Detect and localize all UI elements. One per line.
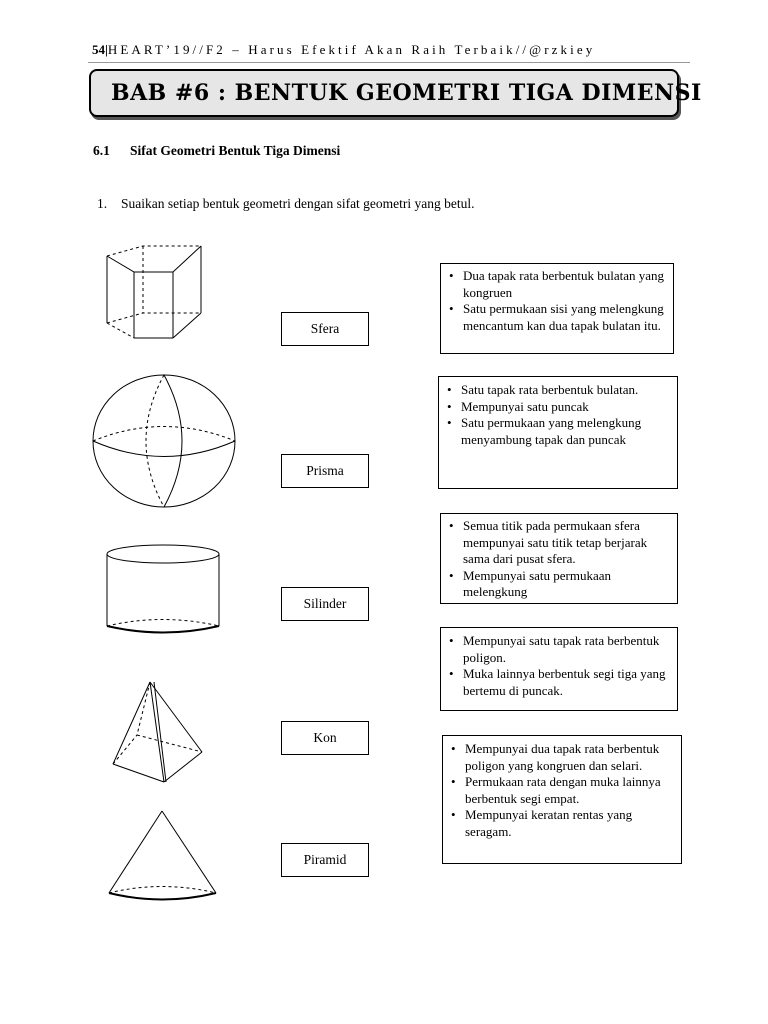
property-item: • Mempunyai satu puncak	[439, 399, 677, 416]
property-box-2	[438, 376, 678, 489]
running-header	[92, 42, 692, 58]
section-heading	[93, 143, 340, 159]
property-item: • Semua titik pada permukaan sfera mempunyai satu titik tetap berjarak sama dari pusat sfera.	[441, 518, 677, 568]
property-box-3	[440, 513, 678, 604]
cone-icon	[104, 808, 224, 913]
property-item: • Satu permukaan yang melengkung menyambung tapak dan puncak	[439, 415, 677, 448]
chapter-title: BAB #6 : BENTUK GEOMETRI TIGA DIMENSI	[111, 80, 702, 106]
chapter-title-box	[89, 69, 702, 117]
section-number: 6.1	[93, 143, 110, 158]
question	[97, 196, 475, 212]
name-box-prisma: Prisma	[281, 454, 369, 488]
running-title: HEART’19//F2 – Harus Efektif Akan Raih Terbaik//@rzkiey	[107, 42, 596, 57]
header-separator: |	[105, 42, 108, 57]
prism-icon	[100, 240, 210, 345]
property-box-5	[442, 735, 682, 864]
property-item: • Muka lainnya berbentuk segi tiga yang bertemu di puncak.	[441, 666, 677, 699]
property-item: • Mempunyai dua tapak rata berbentuk poligon yang kongruen dan selari.	[443, 741, 681, 774]
property-box-1	[440, 263, 674, 354]
property-item: • Mempunyai satu tapak rata berbentuk poligon.	[441, 633, 677, 666]
page-number: 54	[92, 42, 105, 57]
sphere-icon	[90, 372, 240, 512]
property-item: • Mempunyai satu permukaan melengkung	[441, 568, 677, 601]
name-box-kon: Kon	[281, 721, 369, 755]
name-box-silinder: Silinder	[281, 587, 369, 621]
name-box-piramid: Piramid	[281, 843, 369, 877]
section-title: Sifat Geometri Bentuk Tiga Dimensi	[130, 143, 341, 158]
header-rule	[88, 62, 690, 63]
name-box-sfera: Sfera	[281, 312, 369, 346]
property-item: • Dua tapak rata berbentuk bulatan yang kongruen	[441, 268, 673, 301]
question-number: 1.	[97, 196, 108, 211]
cylinder-icon	[102, 540, 224, 640]
question-text: Suaikan setiap bentuk geometri dengan sifat geometri yang betul.	[121, 196, 475, 211]
property-item: • Permukaan rata dengan muka lainnya berbentuk segi empat.	[443, 774, 681, 807]
property-item: • Satu permukaan sisi yang melengkung mencantum kan dua tapak bulatan itu.	[441, 301, 673, 334]
property-item: • Satu tapak rata berbentuk bulatan.	[439, 382, 677, 399]
property-box-4	[440, 627, 678, 711]
pyramid-icon	[108, 678, 208, 793]
property-item: • Mempunyai keratan rentas yang seragam.	[443, 807, 681, 840]
